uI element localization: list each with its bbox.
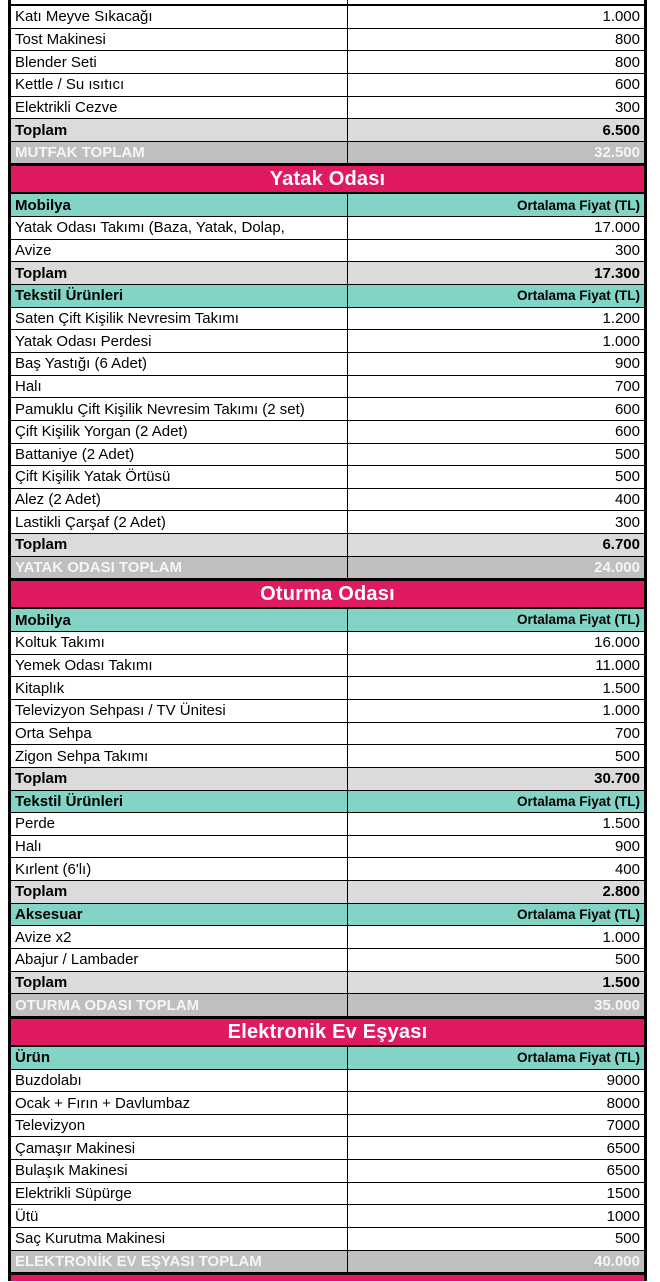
item-label: Katı Meyve Sıkacağı <box>11 6 348 28</box>
item-price: 500 <box>614 747 640 765</box>
item-price: 1500 <box>606 1185 640 1203</box>
table-row <box>11 836 644 859</box>
column-header-left: Tekstil Ürünleri <box>11 791 348 813</box>
item-label: Halı <box>11 836 348 858</box>
grand-total-row <box>11 142 644 165</box>
grand-total-label: YATAK ODASI TOPLAM <box>11 557 348 579</box>
table-row <box>11 376 644 399</box>
item-label: Avize x2 <box>11 926 348 948</box>
item-label: Çift Kişilik Yatak Örtüsü <box>11 466 348 488</box>
item-label: Koltuk Takımı <box>11 632 348 654</box>
item-label: Çift Kişilik Yorgan (2 Adet) <box>11 421 348 443</box>
item-label: Tost Makinesi <box>11 29 348 51</box>
section-header <box>11 164 644 194</box>
subtotal-row <box>11 119 644 142</box>
table-row <box>11 723 644 746</box>
table-row <box>11 466 644 489</box>
item-price: 900 <box>614 838 640 856</box>
column-header-row <box>11 791 644 814</box>
section-title: Elektronik Ev Eşyası <box>227 1020 428 1043</box>
column-header-left: Mobilya <box>11 194 348 216</box>
subtotal-label: Toplam <box>11 262 348 284</box>
subtotal-label: Toplam <box>11 119 348 141</box>
grand-total-row <box>11 994 644 1017</box>
item-price: 1.000 <box>602 332 640 350</box>
item-label: Ütü <box>11 1205 348 1227</box>
table-row <box>11 926 644 949</box>
subtotal-value: 6.700 <box>602 536 640 554</box>
column-header-left: Ürün <box>11 1047 348 1069</box>
table-row <box>11 1183 644 1206</box>
table-row <box>11 632 644 655</box>
subtotal-value: 17.300 <box>594 264 640 282</box>
subtotal-value: 2.800 <box>602 883 640 901</box>
partial-previous-row-label-cell <box>11 0 348 4</box>
table-row <box>11 1160 644 1183</box>
subtotal-label: Toplam <box>11 534 348 556</box>
item-label: Battaniye (2 Adet) <box>11 444 348 466</box>
item-price: 700 <box>614 724 640 742</box>
item-price: 700 <box>614 377 640 395</box>
item-label: Kettle / Su ısıtıcı <box>11 74 348 96</box>
table-row <box>11 700 644 723</box>
item-price: 1.000 <box>602 702 640 720</box>
grand-total-value: 32.500 <box>594 144 640 162</box>
item-price: 6500 <box>606 1162 640 1180</box>
column-header-row <box>11 904 644 927</box>
column-header-row <box>11 285 644 308</box>
item-label: Halı <box>11 376 348 398</box>
section-title: Yatak Odası <box>269 168 386 191</box>
subtotal-row <box>11 768 644 791</box>
table-row <box>11 1115 644 1138</box>
item-price: 1.500 <box>602 679 640 697</box>
table-row <box>11 655 644 678</box>
item-price: 600 <box>614 76 640 94</box>
item-price: 500 <box>614 468 640 486</box>
table-row <box>11 1137 644 1160</box>
table-row <box>11 74 644 97</box>
subtotal-value: 1.500 <box>602 973 640 991</box>
item-price: 9000 <box>606 1071 640 1089</box>
table-row <box>11 1228 644 1251</box>
table-row <box>11 677 644 700</box>
item-price: 500 <box>614 951 640 969</box>
price-table <box>8 0 647 1281</box>
item-price: 500 <box>614 1230 640 1248</box>
item-label: Çamaşır Makinesi <box>11 1137 348 1159</box>
item-label: Elektrikli Cezve <box>11 97 348 119</box>
column-header-price: Ortalama Fiyat (TL) <box>516 612 640 628</box>
subtotal-label: Toplam <box>11 972 348 994</box>
grand-total-label: MUTFAK TOPLAM <box>11 142 348 164</box>
column-header-row <box>11 609 644 632</box>
bottom-partial-section-header <box>11 1273 644 1281</box>
column-header-left: Mobilya <box>11 609 348 631</box>
item-label: Blender Seti <box>11 51 348 73</box>
item-price: 500 <box>614 445 640 463</box>
table-row <box>11 51 644 74</box>
item-price: 300 <box>614 98 640 116</box>
table-row <box>11 217 644 240</box>
subtotal-row <box>11 262 644 285</box>
item-label: Ocak + Fırın + Davlumbaz <box>11 1092 348 1114</box>
subtotal-label: Toplam <box>11 768 348 790</box>
column-header-left: Tekstil Ürünleri <box>11 285 348 307</box>
table-row <box>11 745 644 768</box>
item-label: Perde <box>11 813 348 835</box>
item-label: Yatak Odası Takımı (Baza, Yatak, Dolap, <box>11 217 348 239</box>
item-price: 800 <box>614 53 640 71</box>
grand-total-value: 35.000 <box>594 996 640 1014</box>
column-header-price: Ortalama Fiyat (TL) <box>516 793 640 809</box>
item-price: 8000 <box>606 1094 640 1112</box>
column-header-price: Ortalama Fiyat (TL) <box>516 906 640 922</box>
table-row <box>11 421 644 444</box>
subtotal-row <box>11 881 644 904</box>
item-label: Saten Çift Kişilik Nevresim Takımı <box>11 308 348 330</box>
table-row <box>11 240 644 263</box>
table-row <box>11 949 644 972</box>
item-price: 11.000 <box>595 656 640 674</box>
table-row <box>11 353 644 376</box>
grand-total-row <box>11 1251 644 1274</box>
item-label: Saç Kurutma Makinesi <box>11 1228 348 1250</box>
item-price: 7000 <box>606 1117 640 1135</box>
section-header <box>11 579 644 609</box>
grand-total-row <box>11 557 644 580</box>
item-price: 1.000 <box>602 8 640 26</box>
table-row <box>11 444 644 467</box>
item-label: Orta Sehpa <box>11 723 348 745</box>
item-price: 600 <box>614 423 640 441</box>
item-price: 1000 <box>606 1207 640 1225</box>
item-label: Elektrikli Süpürge <box>11 1183 348 1205</box>
item-label: Zigon Sehpa Takımı <box>11 745 348 767</box>
item-label: Televizyon Sehpası / TV Ünitesi <box>11 700 348 722</box>
grand-total-label: OTURMA ODASI TOPLAM <box>11 994 348 1016</box>
table-row <box>11 6 644 29</box>
item-price: 1.500 <box>602 815 640 833</box>
column-header-price: Ortalama Fiyat (TL) <box>516 288 640 304</box>
section-header <box>11 1017 644 1047</box>
table-row <box>11 330 644 353</box>
subtotal-label: Toplam <box>11 881 348 903</box>
table-row <box>11 1070 644 1093</box>
column-header-price: Ortalama Fiyat (TL) <box>516 1049 640 1065</box>
item-price: 800 <box>614 30 640 48</box>
table-row <box>11 398 644 421</box>
item-label: Yemek Odası Takımı <box>11 655 348 677</box>
table-row <box>11 97 644 120</box>
table-row <box>11 308 644 331</box>
column-header-left: Aksesuar <box>11 904 348 926</box>
table-row <box>11 511 644 534</box>
column-header-row <box>11 194 644 217</box>
item-label: Buzdolabı <box>11 1070 348 1092</box>
table-row <box>11 1092 644 1115</box>
subtotal-value: 30.700 <box>594 770 640 788</box>
item-price: 300 <box>614 242 640 260</box>
grand-total-label: ELEKTRONİK EV EŞYASI TOPLAM <box>11 1251 348 1273</box>
item-label: Alez (2 Adet) <box>11 489 348 511</box>
item-label: Pamuklu Çift Kişilik Nevresim Takımı (2 set) <box>11 398 348 420</box>
item-price: 6500 <box>606 1139 640 1157</box>
section-title: Oturma Odası <box>260 583 395 606</box>
item-price: 300 <box>614 513 640 531</box>
table-row <box>11 489 644 512</box>
item-price: 900 <box>614 355 640 373</box>
table-row <box>11 1205 644 1228</box>
item-label: Lastikli Çarşaf (2 Adet) <box>11 511 348 533</box>
item-price: 600 <box>614 400 640 418</box>
item-price: 400 <box>614 491 640 509</box>
item-label: Bulaşık Makinesi <box>11 1160 348 1182</box>
column-header-row <box>11 1047 644 1070</box>
item-price: 17.000 <box>594 219 640 237</box>
item-label: Abajur / Lambader <box>11 949 348 971</box>
item-label: Baş Yastığı (6 Adet) <box>11 353 348 375</box>
column-header-price: Ortalama Fiyat (TL) <box>516 197 640 213</box>
subtotal-row <box>11 534 644 557</box>
table-row <box>11 29 644 52</box>
item-label: Kitaplık <box>11 677 348 699</box>
item-label: Televizyon <box>11 1115 348 1137</box>
item-label: Kırlent (6'lı) <box>11 858 348 880</box>
subtotal-value: 6.500 <box>602 121 640 139</box>
item-label: Avize <box>11 240 348 262</box>
item-label: Yatak Odası Perdesi <box>11 330 348 352</box>
table-row <box>11 858 644 881</box>
item-price: 1.000 <box>602 928 640 946</box>
grand-total-value: 24.000 <box>594 559 640 577</box>
grand-total-value: 40.000 <box>594 1252 640 1270</box>
item-price: 400 <box>614 860 640 878</box>
subtotal-row <box>11 972 644 995</box>
item-price: 16.000 <box>594 634 640 652</box>
table-row <box>11 813 644 836</box>
item-price: 1.200 <box>602 310 640 327</box>
